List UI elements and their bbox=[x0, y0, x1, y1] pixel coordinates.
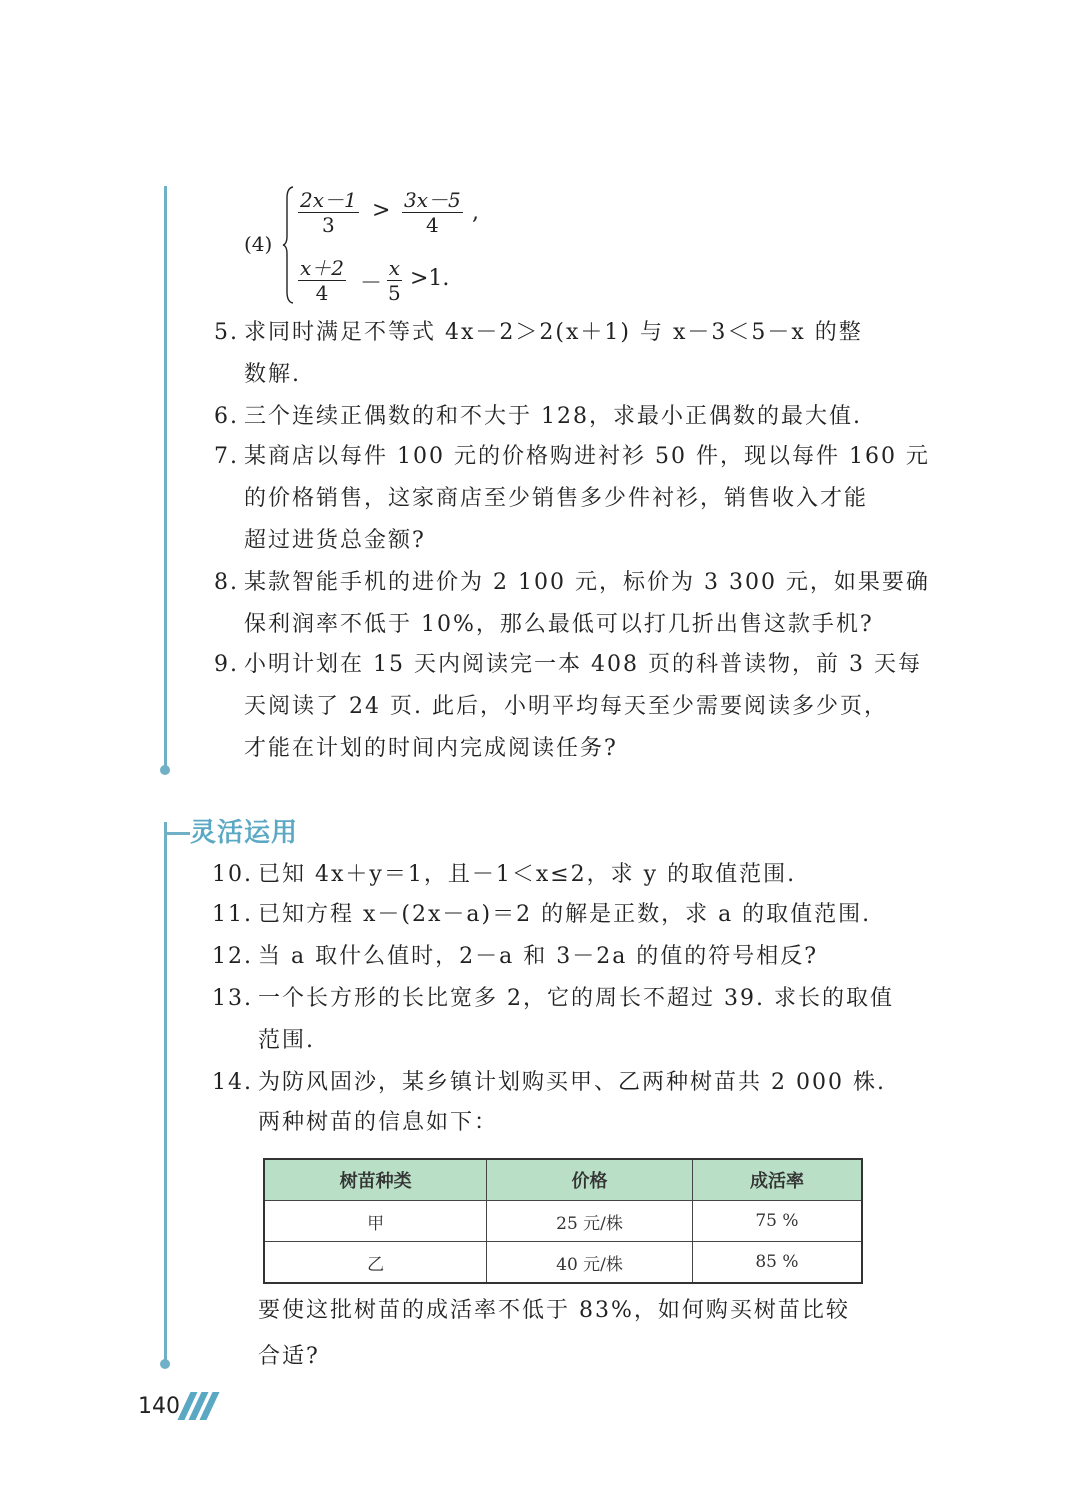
seedling-info-table bbox=[263, 1158, 863, 1284]
table-row bbox=[264, 1242, 862, 1284]
exercise-line: 合适? bbox=[258, 1344, 320, 1369]
exercise-number: 7. bbox=[214, 444, 239, 469]
margin-bar-dot-top bbox=[160, 765, 170, 775]
fraction-eq2-a bbox=[298, 256, 346, 305]
table-header-row bbox=[264, 1159, 862, 1201]
fraction-denominator: 4 bbox=[315, 281, 329, 305]
greater-than-op: > bbox=[372, 198, 391, 223]
margin-bar-dot-bottom bbox=[160, 1359, 170, 1369]
section-header bbox=[164, 812, 298, 849]
page-number: 140 bbox=[138, 1394, 180, 1419]
minus-op: － bbox=[360, 271, 383, 296]
exercise-line: 数解. bbox=[244, 362, 301, 387]
table-cell: 25 元/株 bbox=[487, 1201, 693, 1242]
fraction-denominator: 3 bbox=[322, 213, 335, 237]
margin-bar-bottom bbox=[164, 822, 167, 1364]
header-dash bbox=[164, 832, 190, 835]
exercise-line: 一个长方形的长比宽多 2，它的周长不超过 39. 求长的取值 bbox=[258, 986, 894, 1011]
exercise-line: 小明计划在 15 天内阅读完一本 408 页的科普读物，前 3 天每 bbox=[244, 652, 922, 677]
section-title: 灵活运用 bbox=[190, 818, 299, 848]
exercise-line: 保利润率不低于 10%，那么最低可以打几折出售这款手机? bbox=[244, 612, 874, 637]
exercise-number: 12. bbox=[212, 944, 253, 969]
fraction-numerator: 3x－5 bbox=[404, 188, 461, 212]
fraction-numerator: x＋2 bbox=[300, 256, 345, 280]
exercise-line: 三个连续正偶数的和不大于 128，求最小正偶数的最大值. bbox=[244, 404, 862, 429]
exercise-line: 已知 4x＋y＝1，且－1＜x≤2，求 y 的取值范围. bbox=[258, 862, 797, 887]
comma: , bbox=[472, 200, 479, 225]
table-cell: 40 元/株 bbox=[487, 1242, 693, 1284]
exercise-line: 为防风固沙，某乡镇计划购买甲、乙两种树苗共 2 000 株. bbox=[258, 1070, 886, 1095]
exercise-line: 超过进货总金额? bbox=[244, 528, 426, 553]
fraction-eq1-right bbox=[402, 188, 463, 237]
table-cell: 乙 bbox=[264, 1242, 487, 1284]
fraction-eq2-b bbox=[386, 256, 403, 305]
fraction-denominator: 5 bbox=[388, 281, 401, 305]
table-row bbox=[264, 1201, 862, 1242]
fraction-numerator: x bbox=[388, 256, 400, 280]
exercise-line: 某款智能手机的进价为 2 100 元，标价为 3 300 元，如果要确 bbox=[244, 570, 930, 595]
table-header-cell: 价格 bbox=[487, 1159, 693, 1201]
exercise-line: 天阅读了 24 页. 此后，小明平均每天至少需要阅读多少页， bbox=[244, 694, 888, 719]
fraction-numerator: 2x－1 bbox=[300, 188, 357, 212]
exercise-line: 求同时满足不等式 4x－2＞2(x＋1) 与 x－3＜5－x 的整 bbox=[244, 320, 863, 345]
inequality-tail: >1. bbox=[410, 266, 450, 291]
margin-bar-top bbox=[164, 186, 167, 770]
fraction-denominator: 4 bbox=[426, 213, 439, 237]
table-header-cell: 成活率 bbox=[692, 1159, 862, 1201]
exercise-number: 14. bbox=[212, 1070, 253, 1095]
exercise-number: 10. bbox=[212, 862, 253, 887]
exercise-number: 6. bbox=[214, 404, 239, 429]
exercise-line: 当 a 取什么值时，2－a 和 3－2a 的值的符号相反? bbox=[258, 944, 819, 969]
exercise-number: 5. bbox=[214, 320, 239, 345]
exercise-number: 13. bbox=[212, 986, 253, 1011]
exercise-line: 才能在计划的时间内完成阅读任务? bbox=[244, 736, 618, 761]
table-cell: 75 % bbox=[692, 1201, 862, 1242]
left-brace bbox=[282, 186, 294, 304]
table-cell: 甲 bbox=[264, 1201, 487, 1242]
exercise-line: 已知方程 x－(2x－a)＝2 的解是正数，求 a 的取值范围. bbox=[258, 902, 872, 927]
exercise-line: 的价格销售，这家商店至少销售多少件衬衫，销售收入才能 bbox=[244, 486, 869, 511]
table-cell: 85 % bbox=[692, 1242, 862, 1284]
exercise-line: 要使这批树苗的成活率不低于 83%，如何购买树苗比较 bbox=[258, 1298, 850, 1323]
system-label: (4) bbox=[244, 232, 273, 256]
fraction-eq1-left bbox=[298, 188, 359, 237]
exercise-line: 两种树苗的信息如下： bbox=[258, 1110, 499, 1135]
exercise-line: 某商店以每件 100 元的价格购进衬衫 50 件，现以每件 160 元 bbox=[244, 444, 930, 469]
exercise-line: 范围. bbox=[258, 1028, 315, 1053]
exercise-number: 8. bbox=[214, 570, 239, 595]
table-header-cell: 树苗种类 bbox=[264, 1159, 487, 1201]
exercise-number: 11. bbox=[212, 902, 253, 927]
exercise-number: 9. bbox=[214, 652, 239, 677]
